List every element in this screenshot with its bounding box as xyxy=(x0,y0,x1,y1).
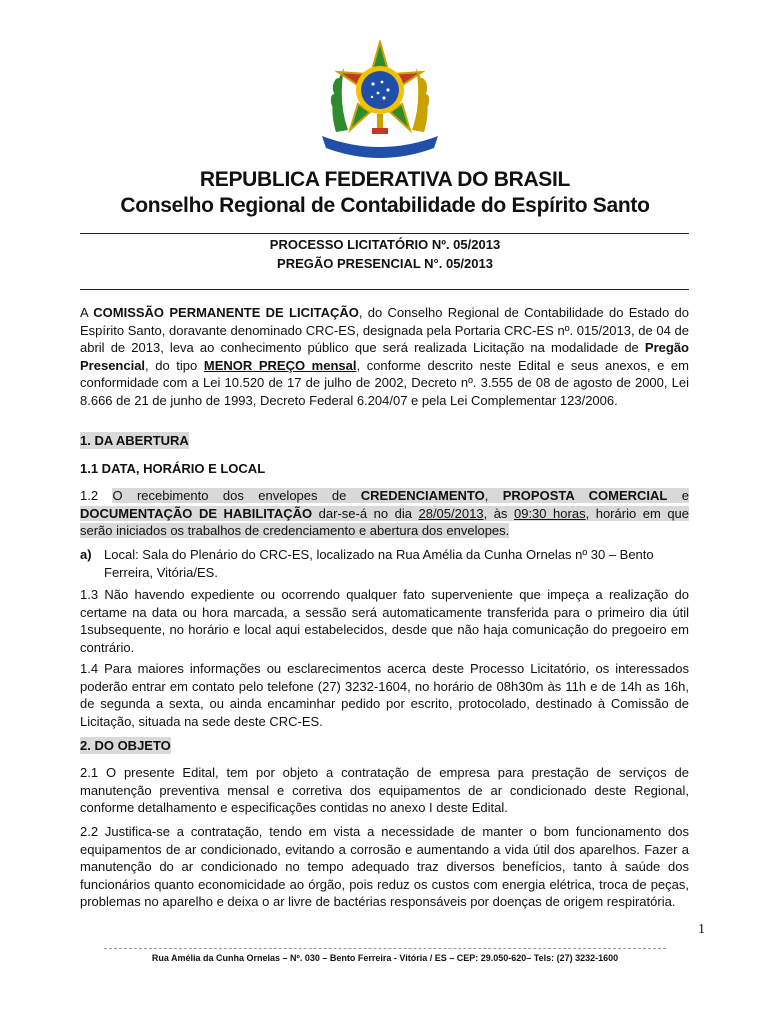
paragraph-2-2: 2.2 Justifica-se a contratação, tendo em vista a necessidade de manter o bom funcionamento dos equipamentos de ar condicionado, evitando a corrosão e aumentando a vida útil dos aparelhos. Fazer a manutenção do ar condicionado no tempo adequado traz diversos benefícios, tanto à saúde dos funcionários quanto economicidade ao órgão, pois reduz os custos com energia elétrica, troca de peças, problemas no aparelho e deixa o ar livre de bactérias responsáveis por doenças de origem respiratória. xyxy=(80,824,689,909)
section-1-1-heading: 1.1 DATA, HORÁRIO E LOCAL xyxy=(80,461,266,476)
page-number: 1 xyxy=(698,922,705,937)
footer-address: Rua Amélia da Cunha Ornelas – Nº. 030 – Bento Ferreira - Vitória / ES – CEP: 29.050-620– Tels: (27) 3232-1600 xyxy=(151,953,619,963)
list-item-a xyxy=(80,546,689,581)
header-rule-top xyxy=(80,233,689,234)
paragraph-1-2: 1.2 O recebimento dos envelopes de CREDENCIAMENTO, PROPOSTA COMERCIAL e DOCUMENTAÇÃO DE HABILITAÇÃO dar-se-á no dia 28/05/2013, às 09:30 horas, horário em que serão iniciados os trabalhos de credenciamento e abertura dos envelopes. xyxy=(80,488,690,538)
header-rule-bottom xyxy=(80,289,689,290)
document-subtitle: Conselho Regional de Contabilidade do Espírito Santo xyxy=(120,194,650,217)
section-1-heading: 1. DA ABERTURA xyxy=(80,433,189,448)
paragraph-1-4: 1.4 Para maiores informações ou esclarecimentos acerca deste Processo Licitatório, os interessados poderão entrar em contato pelo telefone (27) 3232-1604, no horário de 08h30m às 11h e de 14h as 16h, de segunda a sexta, ou ainda encaminhar pedido por escrito, protocolado, destinado à Comissão de Licitação, situada na sede deste CRC-ES. xyxy=(80,661,689,729)
brazil-coat-of-arms-seal xyxy=(318,40,442,160)
processo-number: PROCESSO LICITATÓRIO Nº. 05/2013 xyxy=(269,237,501,252)
section-2-heading: 2. DO OBJETO xyxy=(80,738,171,753)
footer-rule xyxy=(104,948,666,949)
pregao-number: PREGÃO PRESENCIAL N°. 05/2013 xyxy=(277,256,493,271)
intro-paragraph: A COMISSÃO PERMANENTE DE LICITAÇÃO, do Conselho Regional de Contabilidade do Estado do Espírito Santo, doravante denominado CRC-ES, designada pela Portaria CRC-ES nº. 015/2013, de 04 de abril de 2013, leva ao conhecimento público que será realizada Licitação na modalidade de Pregão Presencial, do tipo MENOR PREÇO mensal, conforme descrito neste Edital e seus anexos, e em conformidade com a Lei 10.520 de 17 de julho de 2002, Decreto nº. 3.555 de 08 de agosto de 2000, Lei 8.666 de 21 de junho de 1993, Decreto Federal 6.204/07 e pela Lei Complementar 123/2006. xyxy=(80,305,689,408)
list-item-text: Local: Sala do Plenário do CRC-ES, localizado na Rua Amélia da Cunha Ornelas nº 30 – Bento Ferreira, Vitória/ES. xyxy=(104,547,654,580)
paragraph-1-3: 1.3 Não havendo expediente ou ocorrendo qualquer fato superveniente que impeça a realização do certame na data ou hora marcada, a sessão será automaticamente transferida para o primeiro dia útil 1subsequente, no horário e local aqui estabelecidos, desde que não haja comunicação do pregoeiro em contrário. xyxy=(80,587,689,655)
list-item-label: a) xyxy=(80,547,92,562)
document-title: REPUBLICA FEDERATIVA DO BRASIL xyxy=(199,168,571,191)
paragraph-2-1: 2.1 O presente Edital, tem por objeto a contratação de empresa para prestação de serviços de manutenção preventiva mensal e corretiva dos equipamentos de ar condicionado deste Regional, conforme detalhamento e especificações contidas no anexo I deste Edital. xyxy=(80,765,689,815)
